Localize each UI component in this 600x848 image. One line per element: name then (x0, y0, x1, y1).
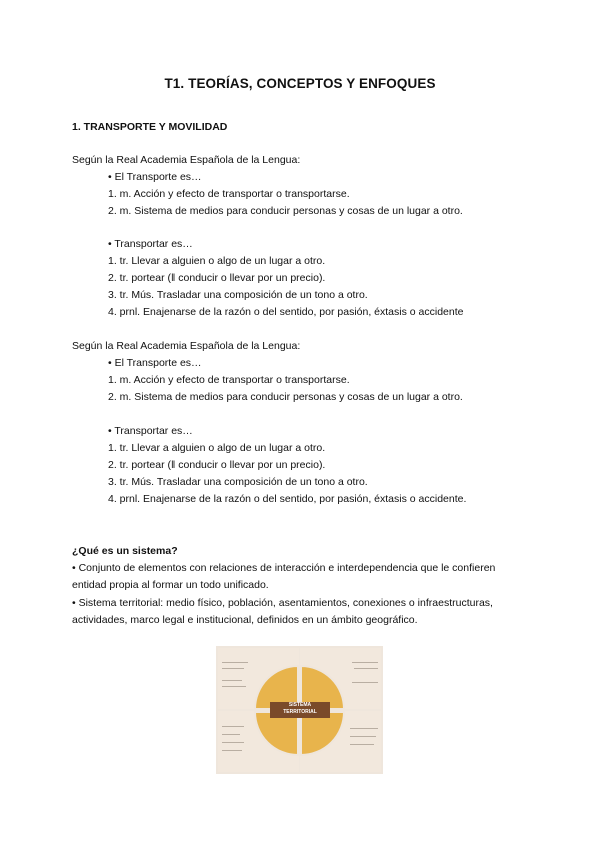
circle-segment (255, 712, 298, 755)
sistema-question: ¿Qué es un sistema? (72, 545, 178, 557)
bullet-transporte: • El Transporte es… (108, 171, 202, 183)
section-heading: 1. TRANSPORTE Y MOVILIDAD (72, 121, 228, 133)
sistema-paragraph-line: actividades, marco legal e institucional, definidos en un ámbito geográfico. (72, 614, 418, 626)
definition-item: 4. prnl. Enajenarse de la razón o del sentido, por pasión, éxtasis o accidente (108, 306, 464, 318)
circle-segment (301, 712, 344, 755)
sistema-paragraph-line: • Sistema territorial: medio físico, población, asentamientos, conexiones o infraestructuras, (72, 597, 493, 609)
block-intro: Según la Real Academia Española de la Lengua: (72, 154, 301, 166)
page-title: T1. TEORÍAS, CONCEPTOS Y ENFOQUES (164, 76, 436, 91)
definition-item: 2. m. Sistema de medios para conducir personas y cosas de un lugar a otro. (108, 391, 463, 403)
definition-item: 1. tr. Llevar a alguien o algo de un lugar a otro. (108, 255, 326, 267)
sistema-paragraph-line: entidad propia al formar un todo unificado. (72, 579, 269, 591)
definition-item: 1. tr. Llevar a alguien o algo de un lugar a otro. (108, 442, 326, 454)
definition-item: 3. tr. Mús. Trasladar una composición de un tono a otro. (108, 289, 368, 301)
definition-item: 2. tr. portear (ǁ conducir o llevar por un precio). (108, 272, 326, 284)
sistema-territorial-diagram (216, 646, 383, 774)
block-intro: Según la Real Academia Española de la Lengua: (72, 340, 301, 352)
sistema-paragraph-line: • Conjunto de elementos con relaciones de interacción e interdependencia que le confieren (72, 562, 496, 574)
definition-item: 2. m. Sistema de medios para conducir personas y cosas de un lugar a otro. (108, 205, 463, 217)
diagram-center-label (270, 702, 330, 718)
center-label-line: TERRITORIAL (283, 709, 317, 715)
center-label-line: SISTEMA (288, 702, 312, 708)
definition-item: 4. prnl. Enajenarse de la razón o del sentido, por pasión, éxtasis o accidente. (108, 493, 467, 505)
definition-item: 2. tr. portear (ǁ conducir o llevar por un precio). (108, 459, 326, 471)
definition-item: 1. m. Acción y efecto de transportar o transportarse. (108, 188, 350, 200)
bullet-transportar: • Transportar es… (108, 425, 193, 437)
bullet-transportar: • Transportar es… (108, 238, 193, 250)
definition-item: 3. tr. Mús. Trasladar una composición de un tono a otro. (108, 476, 368, 488)
definition-item: 1. m. Acción y efecto de transportar o transportarse. (108, 374, 350, 386)
bullet-transporte: • El Transporte es… (108, 357, 202, 369)
